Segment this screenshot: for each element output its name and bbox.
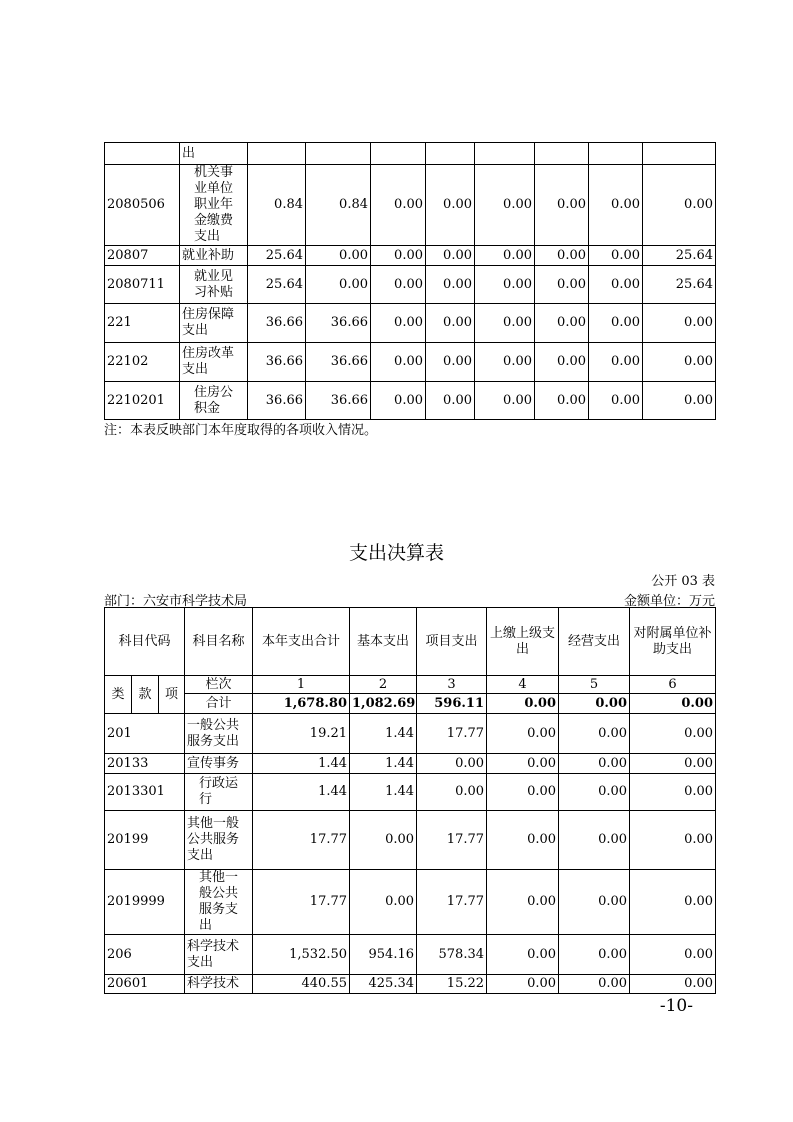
value-cell: 0.00 [589,382,643,420]
header-heji: 合计 [185,694,253,714]
value-cell: 954.16 [350,935,417,975]
expenditure-table [104,607,716,994]
value-cell: 0.00 [371,165,426,246]
value-cell: 440.55 [253,975,350,994]
value-cell: 0.00 [426,246,475,266]
table-row [105,266,716,304]
value-cell: 0.00 [559,754,630,774]
table-row [105,246,716,266]
value-cell: 0.00 [630,714,716,754]
header-lanci: 栏次 [185,676,253,694]
value-cell: 36.66 [306,382,371,420]
value-cell: 0.00 [487,754,559,774]
value-cell: 0.00 [475,382,535,420]
value-cell: 0.00 [559,811,630,870]
code-cell: 2080506 [105,165,180,246]
code-cell: 221 [105,304,180,343]
column-number: 4 [487,676,559,694]
table-row [105,935,716,975]
table-row [105,165,716,246]
value-cell: 0.00 [371,382,426,420]
header-xiang: 项 [159,676,185,714]
value-cell: 1.44 [350,774,417,811]
value-cell: 0.00 [535,266,589,304]
total-value: 0.00 [630,694,716,714]
value-cell: 36.66 [248,304,306,343]
value-cell: 0.00 [487,811,559,870]
value-cell: 0.00 [535,246,589,266]
value-cell: 1.44 [253,774,350,811]
name-cell: 其他一般公共服务支出 [185,811,253,870]
form-number: 公开 03 表 [651,574,715,589]
value-cell: 1,532.50 [253,935,350,975]
value-cell: 0.00 [643,382,716,420]
value-cell: 25.64 [643,246,716,266]
value-cell: 0.00 [643,343,716,382]
name-cell: 其他一般公共服务支出 [185,870,253,935]
page-title: 支出决算表 [348,542,444,564]
value-cell: 0.00 [630,975,716,994]
value-cell: 0.00 [535,165,589,246]
total-value: 0.00 [559,694,630,714]
value-cell: 0.00 [643,304,716,343]
table-row [105,774,716,811]
value-cell: 17.77 [253,870,350,935]
table-row [105,143,716,165]
value-cell: 0.00 [589,165,643,246]
value-cell: 0.00 [487,774,559,811]
header-lei: 类 [105,676,132,714]
code-cell: 22102 [105,343,180,382]
name-cell: 一般公共服务支出 [185,714,253,754]
code-cell: 20133 [105,754,185,774]
value-cell: 0.00 [426,343,475,382]
code-cell: 20601 [105,975,185,994]
total-value: 1,082.69 [350,694,417,714]
value-cell: 0.00 [630,754,716,774]
table-row [105,343,716,382]
department-label: 部门：六安市科学技术局 [104,594,248,609]
value-cell: 0.00 [475,343,535,382]
value-cell: 1.44 [253,754,350,774]
table-note: 注：本表反映部门本年度取得的各项收入情况。 [104,423,378,438]
value-cell [248,143,306,165]
column-number-row [105,676,716,694]
value-cell: 17.77 [417,870,487,935]
table-row [105,382,716,420]
value-cell: 0.00 [630,811,716,870]
value-cell: 0.00 [535,382,589,420]
header-row [105,608,716,676]
value-cell: 0.00 [371,304,426,343]
value-cell: 15.22 [417,975,487,994]
name-cell: 住房公积金 [180,382,248,420]
value-cell [475,143,535,165]
code-cell: 20807 [105,246,180,266]
name-cell: 宣传事务 [185,754,253,774]
code-cell [105,143,180,165]
name-cell: 就业见习补贴 [180,266,248,304]
value-cell: 0.00 [630,774,716,811]
value-cell [643,143,716,165]
value-cell: 36.66 [306,343,371,382]
header-upper: 上缴上级支出 [487,608,559,676]
header-basic: 基本支出 [350,608,417,676]
value-cell: 0.00 [371,343,426,382]
name-cell: 就业补助 [180,246,248,266]
table-row [105,754,716,774]
name-cell: 行政运行 [185,774,253,811]
value-cell: 0.00 [426,266,475,304]
value-cell: 0.00 [475,165,535,246]
code-cell: 2080711 [105,266,180,304]
value-cell: 0.00 [350,811,417,870]
value-cell: 0.00 [559,774,630,811]
value-cell: 25.64 [643,266,716,304]
value-cell: 0.00 [417,774,487,811]
value-cell: 0.00 [475,304,535,343]
value-cell: 0.00 [350,870,417,935]
value-cell: 17.77 [253,811,350,870]
column-number: 2 [350,676,417,694]
page-number: -10- [659,996,693,1016]
value-cell: 0.00 [559,714,630,754]
header-total: 本年支出合计 [253,608,350,676]
value-cell: 0.00 [559,935,630,975]
column-number: 6 [630,676,716,694]
header-project: 项目支出 [417,608,487,676]
code-cell: 2210201 [105,382,180,420]
value-cell: 0.00 [306,246,371,266]
totals-row [105,694,716,714]
value-cell: 0.00 [426,165,475,246]
value-cell: 0.00 [589,304,643,343]
value-cell: 25.64 [248,266,306,304]
code-cell: 20199 [105,811,185,870]
code-cell: 201 [105,714,185,754]
value-cell [306,143,371,165]
value-cell: 0.84 [248,165,306,246]
total-value: 596.11 [417,694,487,714]
value-cell: 17.77 [417,811,487,870]
value-cell: 1.44 [350,714,417,754]
value-cell: 0.00 [559,975,630,994]
column-number: 5 [559,676,630,694]
value-cell: 0.00 [643,165,716,246]
unit-label: 金额单位：万元 [623,594,715,609]
name-cell: 住房改革支出 [180,343,248,382]
value-cell: 0.00 [630,870,716,935]
value-cell [535,143,589,165]
value-cell: 0.84 [306,165,371,246]
header-business: 经营支出 [559,608,630,676]
table-row [105,811,716,870]
value-cell: 0.00 [589,266,643,304]
value-cell: 0.00 [535,304,589,343]
value-cell: 0.00 [475,266,535,304]
column-number: 1 [253,676,350,694]
value-cell: 36.66 [248,343,306,382]
column-number: 3 [417,676,487,694]
value-cell: 25.64 [248,246,306,266]
total-value: 1,678.80 [253,694,350,714]
header-code: 科目代码 [105,608,185,676]
name-cell: 科学技术 [185,975,253,994]
name-cell: 机关事业单位职业年金缴费支出 [180,165,248,246]
value-cell: 0.00 [487,714,559,754]
code-cell: 2019999 [105,870,185,935]
value-cell: 0.00 [487,935,559,975]
value-cell: 36.66 [306,304,371,343]
value-cell: 578.34 [417,935,487,975]
income-table-continued [104,142,716,420]
name-cell: 科学技术支出 [185,935,253,975]
value-cell: 0.00 [487,975,559,994]
total-value: 0.00 [487,694,559,714]
value-cell: 0.00 [417,754,487,774]
value-cell: 0.00 [589,246,643,266]
value-cell: 0.00 [306,266,371,304]
code-cell: 206 [105,935,185,975]
header-kuan: 款 [132,676,159,714]
value-cell [589,143,643,165]
value-cell: 0.00 [630,935,716,975]
value-cell: 0.00 [535,343,589,382]
value-cell: 0.00 [371,246,426,266]
header-subsidy: 对附属单位补助支出 [630,608,716,676]
table-row [105,975,716,994]
table-row [105,714,716,754]
value-cell: 17.77 [417,714,487,754]
value-cell: 0.00 [475,246,535,266]
value-cell: 425.34 [350,975,417,994]
code-cell: 2013301 [105,774,185,811]
value-cell: 0.00 [371,266,426,304]
value-cell: 0.00 [559,870,630,935]
value-cell: 0.00 [426,304,475,343]
value-cell: 0.00 [426,382,475,420]
value-cell [371,143,426,165]
name-cell: 出 [180,143,248,165]
value-cell: 19.21 [253,714,350,754]
header-name: 科目名称 [185,608,253,676]
value-cell: 1.44 [350,754,417,774]
value-cell: 0.00 [487,870,559,935]
name-cell: 住房保障支出 [180,304,248,343]
value-cell [426,143,475,165]
table-row [105,870,716,935]
value-cell: 0.00 [589,343,643,382]
table-row [105,304,716,343]
value-cell: 36.66 [248,382,306,420]
